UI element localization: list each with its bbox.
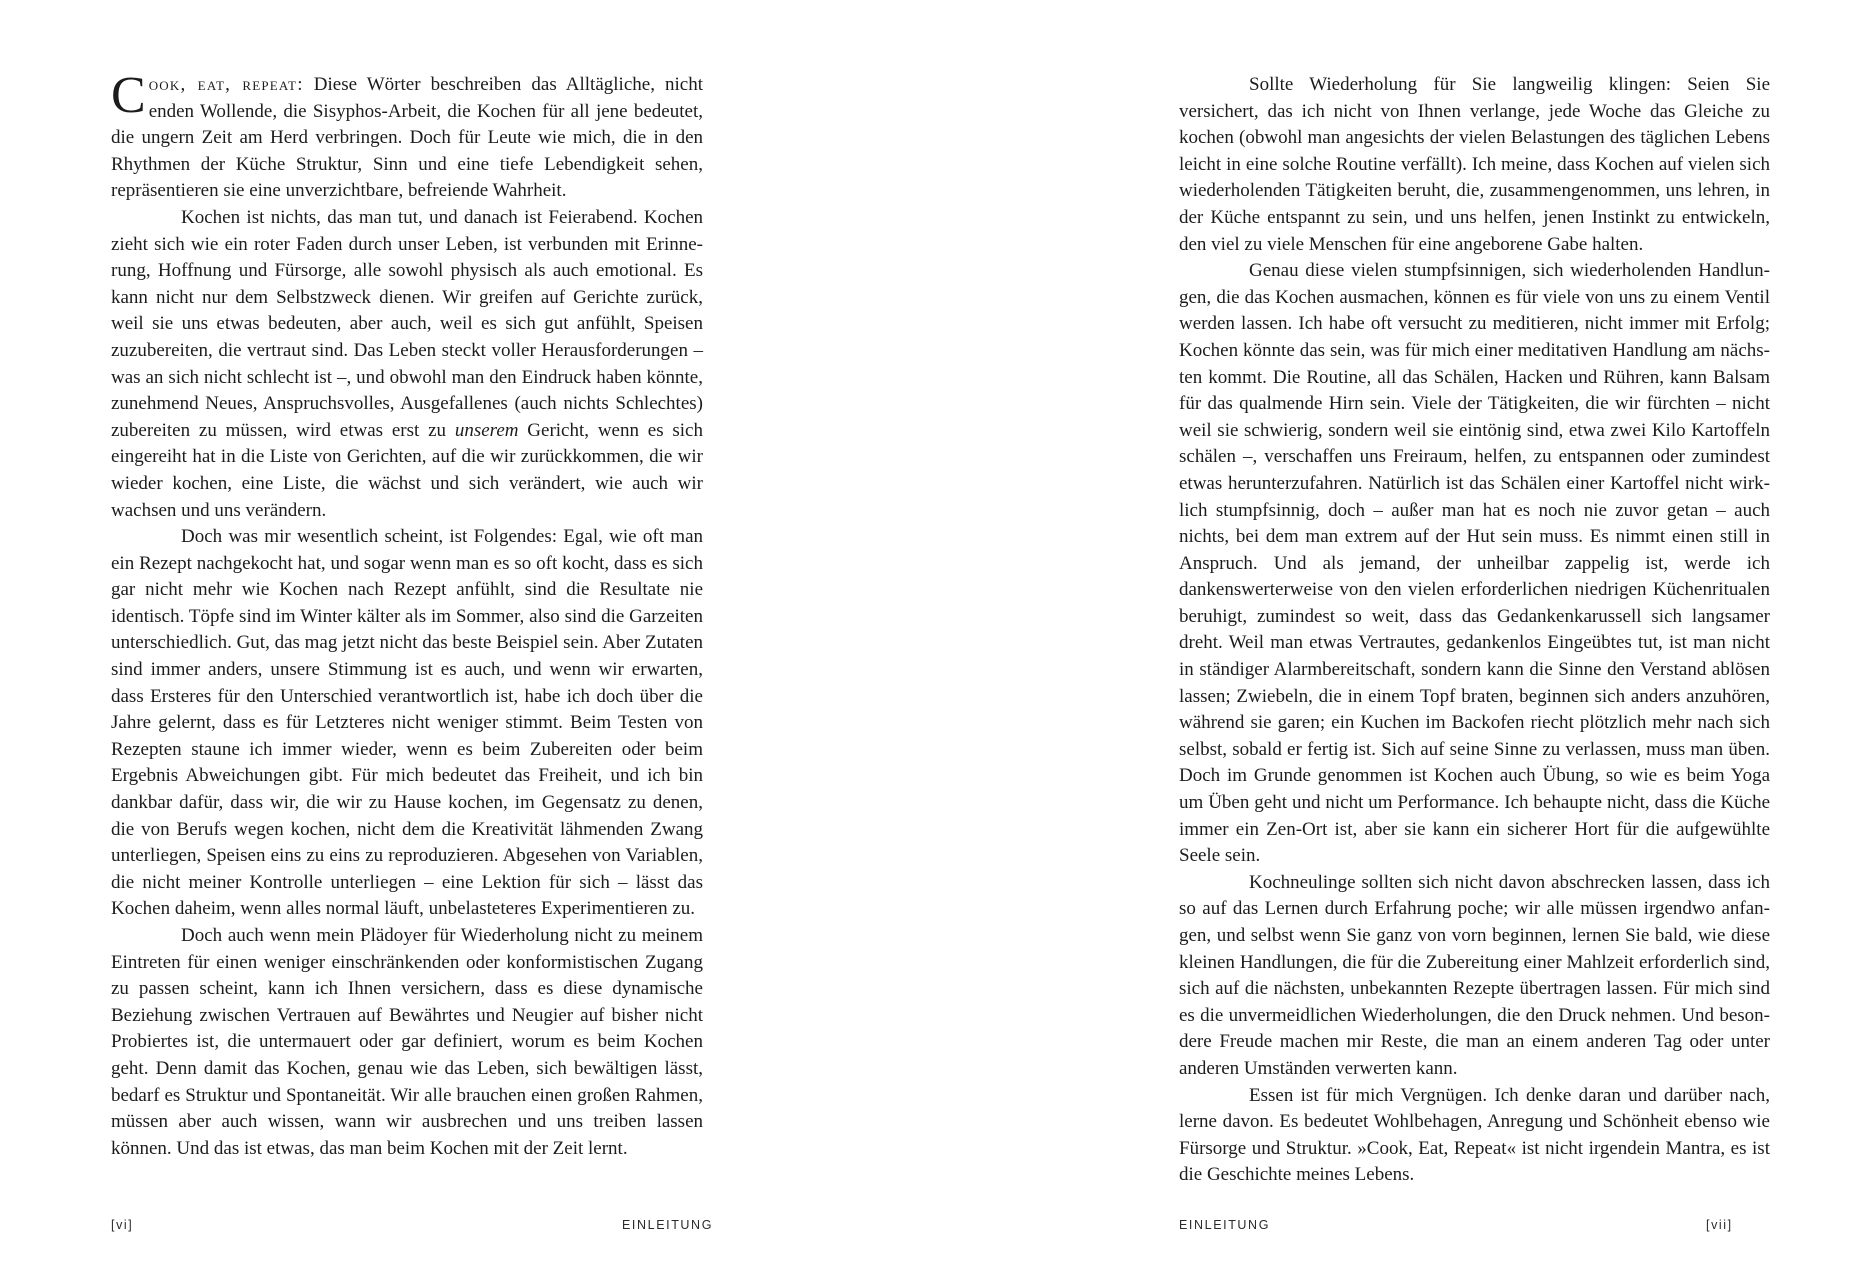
paragraph-3: Kochneulinge sollten sich nicht davon abschrecken lassen, dass ich so auf das Lernen durch Erfahrung poche; wir alle müssen irgendwo anfangen, und selbst wenn Sie ganz von vorn beginnen, lernen Sie bald, wie diese kleinen Handlungen, die für die Zubereitung einer Mahlzeit erforderlich sind, sich auf die nächsten, unbekannten Rezepte übertragen lassen. Für mich sind es die unvermeidlichen Wiederholungen, die den Druck nehmen. Und besondere Freude machen mir Reste, die man an einem anderen Tag oder unter anderen Umständen verwerten kann. xyxy=(1179,871,1770,1079)
lead-in-small-caps: ook, eat, repeat: xyxy=(148,74,304,95)
paragraph-3: Doch was mir wesentlich scheint, ist Folgendes: Egal, wie oft man ein Rezept nachgekocht hat, und sogar wenn man es so oft kocht, dass es sich gar nicht mehr wie Kochen nach Rezept anfühlt, sind die Resultate nie identisch. Töpfe sind im Winter kälter als im Sommer, also sind die Garzeiten unterschiedlich. Gut, das mag jetzt nicht das beste Beispiel sein. Aber Zutaten sind immer anders, unsere Stimmung ist es auch, und wenn wir erwarten, dass Ersteres für den Unterschied verantwortlich ist, habe ich doch über die Jahre gelernt, dass es für Letzteres nicht weniger stimmt. Beim Testen von Rezepten staune ich immer wieder, wenn es beim Zubereiten oder beim Ergebnis Abweichungen gibt. Für mich bedeutet das Freiheit, und ich bin dankbar dafür, dass wir, die wir zu Hause kochen, im Gegensatz zu denen, die von Berufs wegen kochen, nicht dem die Kreativität lähmenden Zwang unterliegen, Speisen eins zu eins zu reproduzieren. Abgesehen von Variablen, die nicht meiner Kontrolle unterliegen – eine Lektion für sich – lässt das Kochen daheim, wenn alles normal läuft, unbelasteteres Experimentieren zu. xyxy=(111,526,704,920)
paragraph-2: Genau diese vielen stumpfsinnigen, sich wiederholenden Handlungen, die das Kochen ausmachen, können es für viele von uns zu einem Ventil werden lassen. Ich habe oft versucht zu meditieren, nicht immer mit Erfolg; Kochen könnte das sein, was für mich einer meditativen Handlung am nächsten kommt. Die Routine, all das Schälen, Hacken und Rühren, kann Balsam für das qualmende Hirn sein. Viele der Tätigkeiten, die wir fürchten – nicht weil sie schwierig, sondern weil sie eintönig sind, etwa zwei Kilo Kartoffeln schälen –, verschaffen uns Freiraum, helfen, zu entspannen oder zumindest etwas herunterzufahren. Natürlich ist das Schälen einer Kartoffel nicht wirklich stumpfsinnig, doch – außer man hat es noch nie zuvor getan – auch nichts, bei dem man extrem auf der Hut sein muss. Es nimmt einen still in Anspruch. Und als jemand, der unheilbar zappelig ist, werde ich dankenswerterweise von den vielen erforderlichen niedrigen Küchenritualen beruhigt, zumindest so weit, dass das Gedankenkarussell sich langsamer dreht. Weil man etwas Vertrautes, gedankenlos Eingeübtes tut, ist man nicht in ständiger Alarmbereitschaft, sondern kann die Sinne den Verstand ablösen lassen; Zwiebeln, die in einem Topf braten, beginnen sich anders anzuhören, während sie garen; ein Kuchen im Backofen riecht plötzlich mehr nach sich selbst, sobald er fertig ist. Sich auf seine Sinne zu verlassen, muss man üben. Doch im Grunde genommen ist Kochen auch Übung, so wie es beim Yoga um Üben geht und nicht um Performance. Ich behaupte nicht, dass die Küche immer ein Zen-Ort ist, aber sie kann ein sicherer Hort für die aufgewühlte Seele sein. xyxy=(1179,260,1770,867)
emphasis-text: unserem xyxy=(454,419,519,441)
running-head-right: EINLEITUNG xyxy=(1179,1218,1271,1232)
paragraph-1: Sollte Wiederholung für Sie langweilig klingen: Seien Sie versichert, das ich nicht von Ihnen verlange, jede Woche das Gleiche zu kochen (obwohl man angesichts der vielen Belastungen des täglichen Lebens leicht in eine solche Routine verfällt). Ich meine, dass Kochen auf vielen sich wiederholenden Tätigkeiten beruht, die, zusammengenommen, uns lehren, in der Küche entspannt zu sein, und uns helfen, jenen Instinkt zu entwickeln, den viel zu viele Menschen für eine angeborene Gabe halten. xyxy=(1179,74,1770,255)
drop-cap: C xyxy=(111,67,146,124)
running-head-left: EINLEITUNG xyxy=(622,1218,714,1232)
paragraph-2-text-b: Gericht, wenn es sich eingereiht hat in die Liste von Gerichten, auf die wir zurückkommen, die wir wieder kochen, eine Liste, die wächst und sich verändert, wie auch wir wachsen und uns verändern. xyxy=(111,419,703,521)
right-page xyxy=(933,0,1866,1280)
paragraph-4: Doch auch wenn mein Plädoyer für Wiederholung nicht zu meinem Eintreten für einen weniger einschränkenden oder konformistischen Zugang zu passen scheint, kann ich Ihnen versichern, dass es diese dynamische Beziehung zwischen Vertrauen auf Bewährtes und Neugier auf bisher nicht Probiertes ist, die untermauert oder gar definiert, worum es beim Kochen geht. Denn damit das Kochen, genau wie das Leben, sich bewältigen lässt, bedarf es Struktur und Spontaneität. Wir alle brauchen einen großen Rahmen, müssen aber auch wissen, wann wir ausbrechen und uns treiben lassen können. Und das ist etwas, das man beim Kochen mit der Zeit lernt. xyxy=(111,925,703,1159)
right-page-body xyxy=(1179,72,1770,1189)
paragraph-2 xyxy=(111,205,703,524)
paragraph-4: Essen ist für mich Vergnügen. Ich denke daran und darüber nach, lerne davon. Es bedeutet Wohlbehagen, Anregung und Schönheit ebenso wie Fürsorge und Struktur. »Cook, Eat, Repeat« ist nicht irgendein Mantra, es ist die Geschichte meines Lebens. xyxy=(1179,1084,1770,1186)
page-number-right: [vii] xyxy=(1706,1218,1733,1232)
page-number-left: [vi] xyxy=(111,1218,134,1232)
paragraph-1-text: Diese Wörter beschreiben das Alltägliche, nicht enden Wollende, die Sisyphos-Arbeit, die Kochen für all jene bedeutet, die ungern Zeit am Herd verbringen. Doch für Leute wie mich, die in den Rhythmen der Küche Struktur, Sinn und eine tiefe Lebendigkeit sehen, repräsentieren sie eine unverzichtbare, befreiende Wahrheit. xyxy=(111,74,704,202)
paragraph-1 xyxy=(111,67,704,205)
paragraph-2-text-a: Kochen ist nichts, das man tut, und danach ist Feierabend. Kochen zieht sich wie ein roter Faden durch unser Leben, ist verbunden mit Erinnerung, Hoffnung und Fürsorge, alle sowohl physisch als auch emotional. Es kann nicht nur dem Selbstzweck dienen. Wir greifen auf Gerichte zurück, weil sie uns etwas bedeuten, aber auch, weil es sich gut anfühlt, Speisen zuzubereiten, die vertraut sind. Das Leben steckt voller Herausforderungen – was an sich nicht schlecht ist –, und obwohl man den Eindruck haben könnte, zunehmend Neues, Anspruchsvolles, Ausgefallenes (auch nichts Schlechtes) zubereiten zu müssen, wird etwas erst zu xyxy=(111,206,703,441)
left-page-body xyxy=(111,67,704,1162)
